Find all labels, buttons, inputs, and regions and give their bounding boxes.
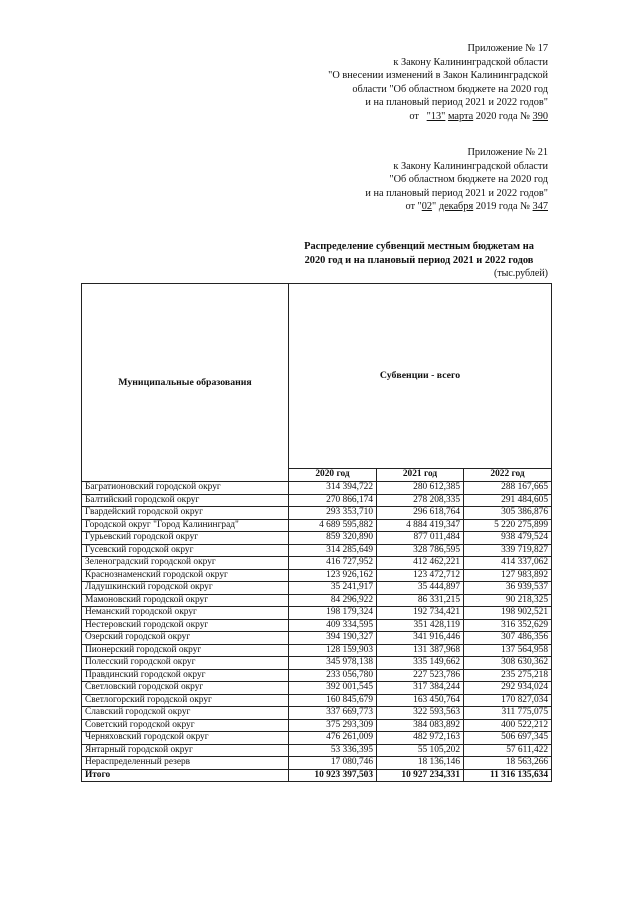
year-header-2021: 2021 год [377, 469, 464, 482]
value-2021-cell: 384 083,892 [377, 719, 464, 732]
table-row [82, 544, 552, 557]
municipality-cell: Гвардейский городской округ [82, 507, 289, 520]
value-2020-cell: 233 056,780 [289, 669, 377, 682]
value-2020-cell: 416 727,952 [289, 557, 377, 570]
table-row [82, 707, 552, 720]
law-title-line: "О внесении изменений в Закон Калининградской [328, 70, 548, 82]
table-row [82, 532, 552, 545]
law-title-line: области "Об областном бюджете на 2020 год [352, 83, 548, 95]
units-label: (тыс.рублей) [493, 268, 548, 279]
table-row [82, 694, 552, 707]
value-2020-cell: 10 923 397,503 [289, 769, 377, 782]
table-row [82, 557, 552, 570]
municipality-cell: Славский городской округ [82, 707, 289, 720]
value-2022-cell: 292 934,024 [464, 682, 552, 695]
value-2020-cell: 4 689 595,882 [289, 519, 377, 532]
value-2020-cell: 293 353,710 [289, 507, 377, 520]
municipality-cell: Черняховский городской округ [82, 732, 289, 745]
value-2020-cell: 84 296,922 [289, 594, 377, 607]
appendix-number: Приложение № 21 [467, 147, 548, 158]
value-2022-cell: 36 939,537 [464, 582, 552, 595]
value-2020-cell: 337 669,773 [289, 707, 377, 720]
column-header-subventions: Субвенции - всего [289, 284, 552, 469]
value-2021-cell: 35 444,897 [377, 582, 464, 595]
value-2022-cell: 316 352,629 [464, 619, 552, 632]
table-row [82, 607, 552, 620]
value-2021-cell: 322 593,563 [377, 707, 464, 720]
value-2021-cell: 317 384,244 [377, 682, 464, 695]
table-row [82, 682, 552, 695]
value-2021-cell: 55 105,202 [377, 744, 464, 757]
value-2021-cell: 192 734,421 [377, 607, 464, 620]
table-row [82, 582, 552, 595]
law-title-line: и на плановый период 2021 и 2022 годов" [365, 187, 548, 199]
municipality-cell: Городской округ "Город Калининград" [82, 519, 289, 532]
law-number: 390 [532, 110, 548, 122]
municipality-cell: Озерский городской округ [82, 632, 289, 645]
municipality-cell: Багратионовский городской округ [82, 482, 289, 495]
municipality-cell: Янтарный городской округ [82, 744, 289, 757]
value-2021-cell: 351 428,119 [377, 619, 464, 632]
value-2022-cell: 11 316 135,634 [464, 769, 552, 782]
table-row [82, 494, 552, 507]
value-2022-cell: 198 902,521 [464, 607, 552, 620]
value-2021-cell: 877 011,484 [377, 532, 464, 545]
value-2021-cell: 86 331,215 [377, 594, 464, 607]
date-day: 02 [421, 201, 433, 213]
value-2020-cell: 859 320,890 [289, 532, 377, 545]
table-row [82, 757, 552, 770]
municipality-cell: Краснознаменский городской округ [82, 569, 289, 582]
value-2021-cell: 4 884 419,347 [377, 519, 464, 532]
appendix-17-header [328, 42, 548, 124]
value-2020-cell: 198 179,324 [289, 607, 377, 620]
value-2021-cell: 163 450,764 [377, 694, 464, 707]
value-2021-cell: 123 472,712 [377, 569, 464, 582]
value-2022-cell: 400 522,212 [464, 719, 552, 732]
municipality-cell: Нестеровский городской округ [82, 619, 289, 632]
value-2022-cell: 170 827,034 [464, 694, 552, 707]
municipality-cell: Светловский городской округ [82, 682, 289, 695]
value-2022-cell: 235 275,218 [464, 669, 552, 682]
appendix-21-header [365, 146, 548, 214]
year-header-2022: 2022 год [464, 469, 552, 482]
table-row [82, 507, 552, 520]
value-2022-cell: 339 719,827 [464, 544, 552, 557]
table-row [82, 744, 552, 757]
table-row [82, 632, 552, 645]
value-2021-cell: 131 387,968 [377, 644, 464, 657]
municipality-cell: Советский городской округ [82, 719, 289, 732]
municipality-cell: Правдинский городской округ [82, 669, 289, 682]
value-2020-cell: 394 190,327 [289, 632, 377, 645]
value-2021-cell: 278 208,335 [377, 494, 464, 507]
value-2021-cell: 482 972,163 [377, 732, 464, 745]
value-2021-cell: 335 149,662 [377, 657, 464, 670]
value-2020-cell: 375 293,309 [289, 719, 377, 732]
value-2022-cell: 90 218,325 [464, 594, 552, 607]
value-2021-cell: 296 618,764 [377, 507, 464, 520]
value-2020-cell: 476 261,009 [289, 732, 377, 745]
value-2022-cell: 291 484,605 [464, 494, 552, 507]
value-2020-cell: 17 080,746 [289, 757, 377, 770]
value-2022-cell: 506 697,345 [464, 732, 552, 745]
value-2022-cell: 305 386,876 [464, 507, 552, 520]
table-row [82, 719, 552, 732]
date-day: "13" [426, 110, 446, 122]
value-2020-cell: 392 001,545 [289, 682, 377, 695]
table-row [82, 569, 552, 582]
value-2022-cell: 307 486,356 [464, 632, 552, 645]
value-2022-cell: 5 220 275,899 [464, 519, 552, 532]
municipality-cell: Светлогорский городской округ [82, 694, 289, 707]
municipality-cell: Нераспределенный резерв [82, 757, 289, 770]
municipality-cell: Пионерский городской округ [82, 644, 289, 657]
municipality-cell: Гусевский городской округ [82, 544, 289, 557]
date-month: марта [447, 110, 474, 122]
value-2021-cell: 18 136,146 [377, 757, 464, 770]
municipality-cell: Балтийский городской округ [82, 494, 289, 507]
value-2020-cell: 123 926,162 [289, 569, 377, 582]
value-2022-cell: 137 564,958 [464, 644, 552, 657]
value-2022-cell: 57 611,422 [464, 744, 552, 757]
municipality-cell: Ладушкинский городской округ [82, 582, 289, 595]
municipality-cell: Мамоновский городской округ [82, 594, 289, 607]
law-date: от "02" декабря 2019 года № 347 [405, 201, 548, 213]
value-2020-cell: 409 334,595 [289, 619, 377, 632]
date-month: декабря [438, 201, 474, 213]
value-2020-cell: 35 241,917 [289, 582, 377, 595]
law-number: 347 [532, 201, 548, 213]
value-2020-cell: 160 845,679 [289, 694, 377, 707]
value-2021-cell: 412 462,221 [377, 557, 464, 570]
value-2021-cell: 280 612,385 [377, 482, 464, 495]
value-2021-cell: 10 927 234,331 [377, 769, 464, 782]
value-2021-cell: 227 523,786 [377, 669, 464, 682]
document-title: Распределение субвенций местным бюджетам на 2020 год и на плановый период 2021 и 2022 годов [304, 241, 534, 266]
table-row [82, 644, 552, 657]
value-2022-cell: 414 337,062 [464, 557, 552, 570]
value-2020-cell: 270 866,174 [289, 494, 377, 507]
table-row [82, 732, 552, 745]
column-header-municipal: Муниципальные образования [82, 284, 289, 482]
law-reference: к Закону Калининградской области [393, 160, 548, 172]
table-row [82, 482, 552, 495]
law-date: от "13" марта 2020 года № 390 [409, 110, 548, 122]
value-2022-cell: 288 167,665 [464, 482, 552, 495]
table-row [82, 519, 552, 532]
table-body [82, 482, 552, 782]
table-row [82, 657, 552, 670]
table-row [82, 669, 552, 682]
law-title-line: "Об областном бюджете на 2020 год [389, 174, 548, 186]
value-2020-cell: 314 394,722 [289, 482, 377, 495]
value-2020-cell: 53 336,395 [289, 744, 377, 757]
municipality-cell: Полесский городской округ [82, 657, 289, 670]
table-row [82, 594, 552, 607]
value-2022-cell: 308 630,362 [464, 657, 552, 670]
total-row [82, 769, 552, 782]
value-2022-cell: 127 983,892 [464, 569, 552, 582]
law-reference: к Закону Калининградской области [393, 56, 548, 68]
value-2021-cell: 341 916,446 [377, 632, 464, 645]
value-2020-cell: 128 159,903 [289, 644, 377, 657]
value-2022-cell: 311 775,075 [464, 707, 552, 720]
year-header-2020: 2020 год [289, 469, 377, 482]
municipality-cell: Гурьевский городской округ [82, 532, 289, 545]
table-row [82, 619, 552, 632]
value-2021-cell: 328 786,595 [377, 544, 464, 557]
appendix-number: Приложение № 17 [467, 43, 548, 54]
municipality-cell: Неманский городской округ [82, 607, 289, 620]
law-title-line: и на плановый период 2021 и 2022 годов" [365, 97, 548, 109]
value-2022-cell: 18 563,266 [464, 757, 552, 770]
municipality-cell: Зеленоградский городской округ [82, 557, 289, 570]
value-2020-cell: 314 285,649 [289, 544, 377, 557]
value-2022-cell: 938 479,524 [464, 532, 552, 545]
municipality-cell: Итого [82, 769, 289, 782]
subventions-table [81, 283, 552, 782]
value-2020-cell: 345 978,138 [289, 657, 377, 670]
